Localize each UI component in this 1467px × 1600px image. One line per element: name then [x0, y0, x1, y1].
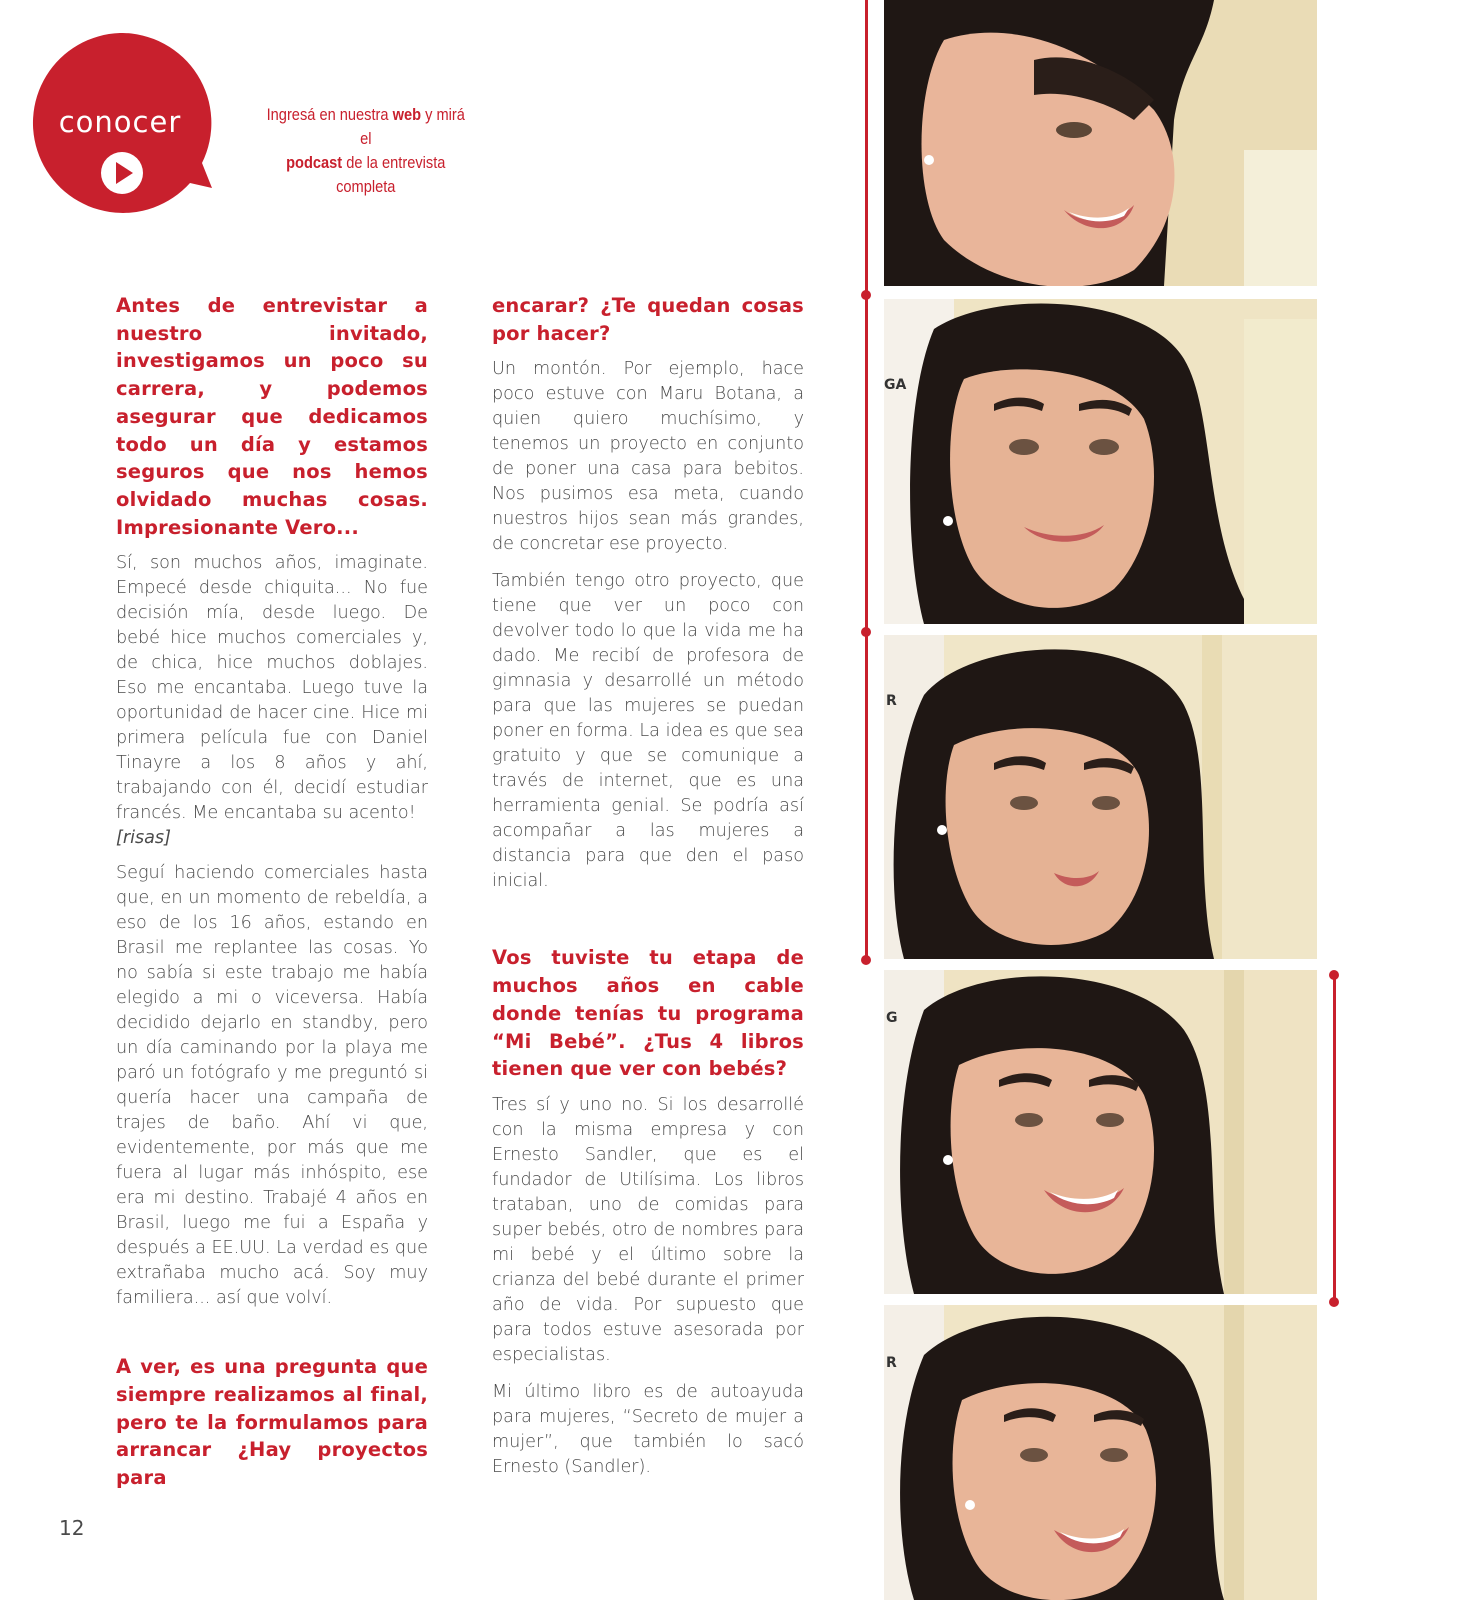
portrait-photo-4: [884, 970, 1317, 1294]
answer-6: Mi último libro es de autoayuda para mujeres, “Secreto de mujer a mujer”, que también lo sacó Ernesto (Sandler).: [492, 1381, 804, 1477]
answer-2: Seguí haciendo comerciales hasta que, en un momento de rebeldía, a eso de los 16 años, estando en Brasil me replantee las cosas. Yo no sabía si este trabajo me había elegido a mi o viceversa. Había decidido dejarlo en standby, pero un día caminando por la playa me paró un fotógrafo y me preguntó si quería hacer una campaña de trajes de baño. Ahí vi que, evidentemente, por más que me fuera al lugar más inhóspito, ese era mi destino. Trabajé 4 años en Brasil, luego me fui a España y después a EE.UU. La verdad es que extrañaba mucho acá. Soy muy familiera... así que volví.: [116, 863, 428, 1309]
portrait-photo-3: [884, 635, 1317, 959]
photo-dot-2: [861, 627, 871, 637]
answer-5: Tres sí y uno no. Si los desarrollé con la misma empresa y con Ernesto Sandler, que es el fundador de Utilísima. Los libros trataban, uno de comidas para super bebés, otro de nombres para mi bebé y el último sobre la crianza del bebé durante el primer año de vida. Por supuesto que para todos estuve asesorada por especialistas.: [492, 1094, 804, 1365]
portrait-photo-1: [884, 0, 1317, 286]
photo-line-right: [1333, 975, 1336, 1305]
portrait-photo-2: [884, 299, 1317, 624]
answer-1-note: [risas]: [116, 828, 171, 849]
promo-line-1: Ingresá en nuestra web y mirá el: [266, 105, 465, 148]
conocer-badge: [30, 33, 210, 213]
page-number: 12: [59, 1516, 85, 1540]
photo-dot-4: [1329, 970, 1339, 980]
portrait-photo-5: [884, 1305, 1317, 1600]
answer-4: También tengo otro proyecto, que tiene que ver un poco con devolver todo lo que la vida me ha dado. Me recibí de profesora de gimnasia y desarrollé un método para que las mujeres se puedan poner en forma. La idea es que sea gratuito y que se comunique a través de internet, que es una herramienta genial. Se podría así acompañar a las mujeres a distancia para que den el paso inicial.: [492, 571, 804, 892]
question-3: Vos tuviste tu etapa de muchos años en cable donde tenías tu programa “Mi Bebé”. ¿Tus 4 libros tienen que ver con bebés?: [492, 946, 804, 1081]
promo-line-2: podcast de la entrevista completa: [286, 153, 446, 196]
photo-dot-1: [861, 290, 871, 300]
article-column-2: [492, 292, 804, 1480]
answer-3: Un montón. Por ejemplo, hace poco estuve con Maru Botana, a quien quiero muchísimo, y tenemos un proyecto en conjunto de poner una casa para bebitos. Nos pusimos esa meta, cuando nuestros hijos sean más grandes, de concretar ese proyecto.: [492, 359, 804, 555]
photo-dot-5: [1329, 1297, 1339, 1307]
badge-word: conocer: [58, 105, 182, 139]
backdrop-letters-4: G: [886, 1010, 898, 1026]
article-column-1: [116, 292, 428, 1492]
question-2: A ver, es una pregunta que siempre realizamos al final, pero te la formulamos para arrancar ¿Hay proyectos para: [116, 1355, 428, 1490]
backdrop-letters-3: R: [886, 693, 897, 709]
backdrop-letters-2: GA: [884, 377, 907, 393]
podcast-promo[interactable]: [266, 103, 466, 199]
photo-dot-3: [861, 955, 871, 965]
answer-1: Sí, son muchos años, imaginate. Empecé desde chiquita... No fue decisión mía, desde luego. De bebé hice muchos comerciales y, de chica, hice muchos doblajes. Eso me encantaba. Luego tuve la oportunidad de hacer cine. Hice mi primera película fue con Daniel Tinayre a los 8 años y ahí, trabajando con él, decidí estudiar francés. Me encantaba su acento! [risas]: [116, 553, 428, 849]
question-2-continued: encarar? ¿Te quedan cosas por hacer?: [492, 294, 804, 345]
backdrop-letters-5: R: [886, 1355, 897, 1371]
question-1: Antes de entrevistar a nuestro invitado, investigamos un poco su carrera, y podemos asegurar que dedicamos todo un día y estamos seguros que nos hemos olvidado muchas cosas. Impresionante Vero...: [116, 294, 428, 539]
play-icon[interactable]: [99, 150, 145, 196]
photo-line-left: [865, 0, 868, 960]
